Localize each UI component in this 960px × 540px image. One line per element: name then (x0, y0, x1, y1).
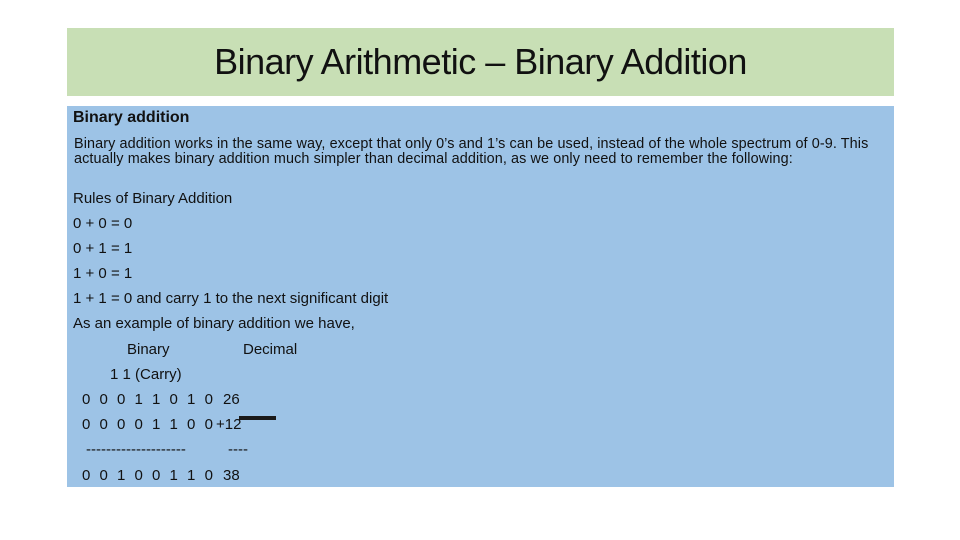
title-band (67, 28, 894, 96)
carry-row: 1 1 (Carry) (110, 366, 182, 383)
carry-underline (239, 416, 276, 420)
operand1-binary: 0 0 0 1 1 0 1 0 (82, 391, 216, 408)
separator-decimal: ---- (228, 441, 248, 458)
binary-column-header: Binary (127, 341, 170, 358)
rule-line: 1 + 0 = 1 (73, 265, 133, 282)
operand2-binary: 0 0 0 0 1 1 0 0 (82, 416, 216, 433)
separator-binary: -------------------- (86, 441, 186, 458)
intro-paragraph: Binary addition works in the same way, except that only 0’s and 1’s can be used, instead of the whole spectrum of 0-9. This actually makes binary addition much simpler than decimal addition, as we only need to remember the following: (74, 136, 869, 167)
result-binary: 0 0 1 0 0 1 1 0 (82, 467, 216, 484)
result-decimal: 38 (223, 467, 240, 484)
content-panel (67, 106, 894, 487)
operand1-decimal: 26 (223, 391, 240, 408)
decimal-column-header: Decimal (243, 341, 298, 358)
rule-line: 1 + 1 = 0 and carry 1 to the next significant digit (73, 290, 389, 307)
example-intro: As an example of binary addition we have, (73, 315, 355, 332)
slide-title: Binary Arithmetic – Binary Addition (214, 41, 747, 82)
section-heading: Binary addition (73, 109, 190, 126)
rules-title: Rules of Binary Addition (73, 190, 233, 207)
rule-line: 0 + 1 = 1 (73, 240, 133, 257)
operand2-decimal: +12 (216, 416, 242, 433)
rule-line: 0 + 0 = 0 (73, 215, 133, 232)
